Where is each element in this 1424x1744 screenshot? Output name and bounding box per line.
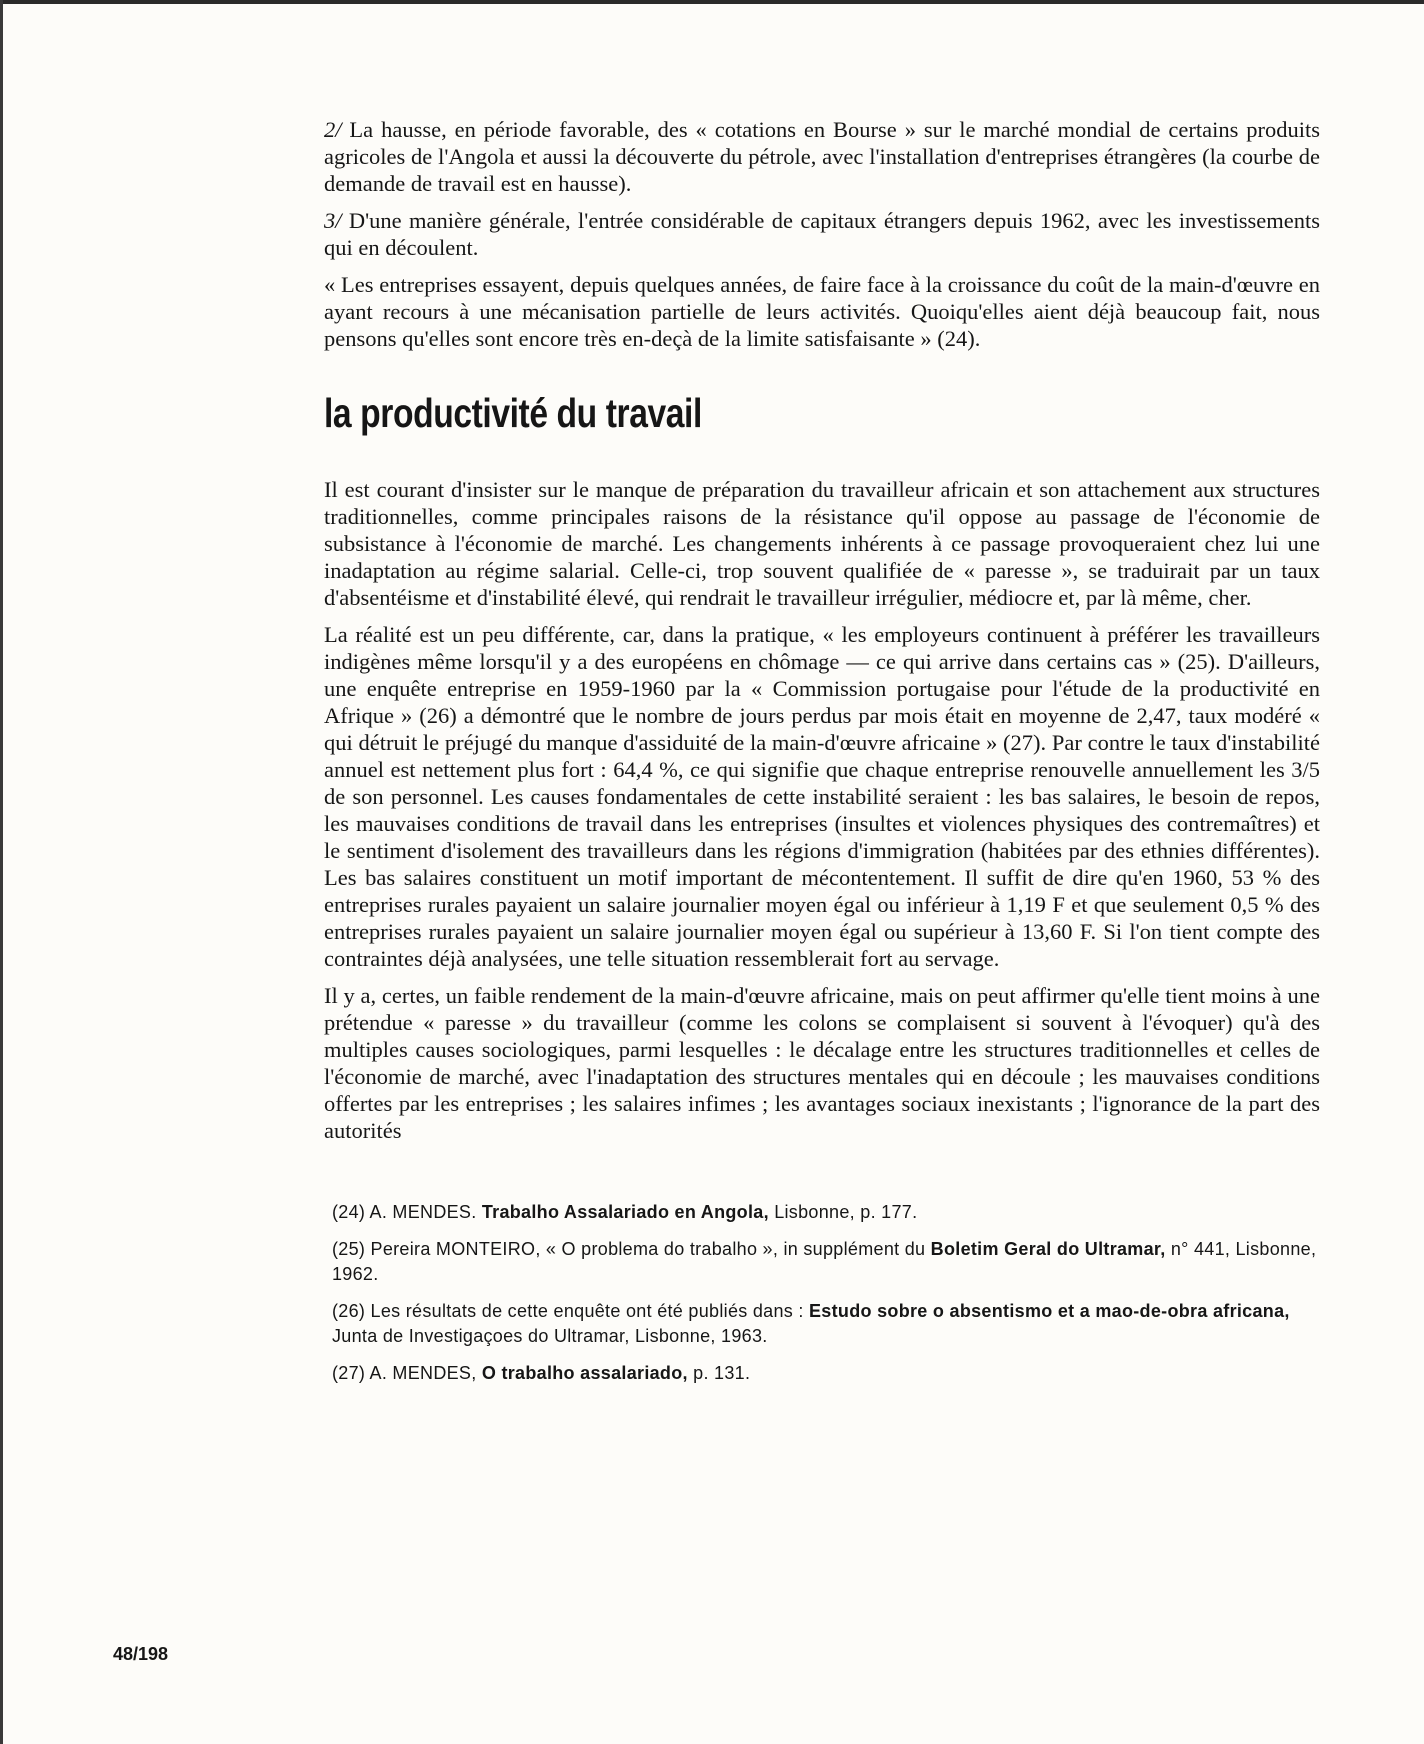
body-paragraph: Il est courant d'insister sur le manque de préparation du travailleur africain et son attachement aux structures traditionnelles, comme principales raisons de la résistance qu'il oppose au passage de l'économie de subsistance à l'économie de marché. Les changements inhérents à ce passage provoqueraient chez lui une inadaptation au régime salarial. Celle-ci, trop souvent qualifiée de « paresse », se traduirait par un taux d'absentéisme et d'instabilité élevé, qui rendrait le travailleur irrégulier, médiocre et, par là même, cher. [324, 477, 1320, 610]
document-page [324, 116, 1320, 1398]
footnote-text: Lisbonne, p. 177. [768, 1202, 918, 1222]
list-text: La hausse, en période favorable, des « cotations en Bourse » sur le marché mondial de certains produits agricoles de l'Angola et aussi la découverte du pétrole, avec l'installation d'entreprises étrangères (la courbe de demande de travail est en hausse). [324, 117, 1320, 196]
footnote-text: p. 131. [687, 1363, 751, 1383]
list-number: 2/ [324, 117, 342, 142]
footnotes [324, 1200, 1320, 1386]
footnote-27 [332, 1361, 1320, 1386]
list-item-2 [324, 116, 1320, 197]
footnote-text: (27) A. MENDES, [332, 1363, 482, 1383]
footnote-text: n° 441, Lisbonne, 1962. [332, 1239, 1317, 1284]
scan-edge-left [0, 0, 3, 1744]
footnote-26 [332, 1299, 1320, 1349]
footnote-work-title: O trabalho assalariado, [481, 1363, 688, 1383]
footnote-work-title: Boletim Geral do Ultramar, [930, 1239, 1166, 1259]
body-paragraph: La réalité est un peu différente, car, dans la pratique, « les employeurs continuent à préférer les travailleurs indigènes même lorsqu'il y a des européens en chômage — ce qui arrive dans certains cas » (25). D'ailleurs, une enquête entreprise en 1959-1960 par la « Commission portugaise pour l'étude de la productivité en Afrique » (26) a démontré que le nombre de jours perdus par mois était en moyenne de 2,47, taux modéré « qui détruit le préjugé du manque d'assiduité de la main-d'œuvre africaine » (27). Par contre le taux d'instabilité annuel est nettement plus fort : 64,4 %, ce qui signifie que chaque entreprise renouvelle annuellement les 3/5 de son personnel. Les causes fondamentales de cette instabilité seraient : les bas salaires, le besoin de repos, les mauvaises conditions de travail dans les entreprises (insultes et violences physiques des contremaîtres) et le sentiment d'isolement des travailleurs dans les régions d'immigration (habitées par des ethnies différentes). Les bas salaires constituent un motif important de mécontentement. Il suffit de dire qu'en 1960, 53 % des entreprises rurales payaient un salaire journalier moyen égal ou inférieur à 1,19 F et que seulement 0,5 % des entreprises rurales payaient un salaire journalier moyen égal ou supérieur à 13,60 F. Si l'on tient compte des contraintes déjà analysées, une telle situation ressemblerait fort au servage. [324, 622, 1320, 971]
footnote-text: (26) Les résultats de cette enquête ont été publiés dans : [332, 1301, 809, 1321]
quote-paragraph [324, 271, 1320, 352]
footnote-work-title: Estudo sobre o absentismo et a mao-de-obra africana, [809, 1301, 1290, 1321]
footnote-24 [332, 1200, 1320, 1225]
section-title: la productivité du travail [324, 390, 702, 436]
footnote-text: (25) Pereira MONTEIRO, « O problema do trabalho », in supplément du [332, 1239, 931, 1259]
quote-text: « Les entreprises essayent, depuis quelques années, de faire face à la croissance du coût de la main-d'œuvre en ayant recours à une mécanisation partielle de leurs activités. Quoiqu'elles aient déjà beaucoup fait, nous pensons qu'elles sont encore très en-deçà de la limite satisfaisante » (24). [324, 272, 1320, 351]
footnote-text: (24) A. MENDES. [332, 1202, 482, 1222]
scan-edge-top [0, 0, 1424, 4]
list-number: 3/ [324, 208, 342, 233]
list-item-3 [324, 207, 1320, 261]
footnote-25 [332, 1237, 1320, 1287]
body-paragraph: Il y a, certes, un faible rendement de la main-d'œuvre africaine, mais on peut affirmer qu'elle tient moins à une prétendue « paresse » du travailleur (comme les colons se complaisent si souvent à l'évoquer) qu'à des multiples causes sociologiques, parmi lesquelles : le décalage entre les structures traditionnelles et celles de l'économie de marché, avec l'inadaptation des structures mentales qui en découle ; les mauvaises conditions offertes par les entreprises ; les salaires infimes ; les avantages sociaux inexistants ; l'ignorance de la part des autorités [324, 983, 1320, 1143]
footnote-text: Junta de Investigaçoes do Ultramar, Lisbonne, 1963. [332, 1326, 768, 1346]
page-number: 48/198 [113, 1644, 169, 1664]
footnote-work-title: Trabalho Assalariado en Angola, [481, 1202, 769, 1222]
list-text: D'une manière générale, l'entrée considérable de capitaux étrangers depuis 1962, avec les investissements qui en découlent. [324, 208, 1320, 260]
